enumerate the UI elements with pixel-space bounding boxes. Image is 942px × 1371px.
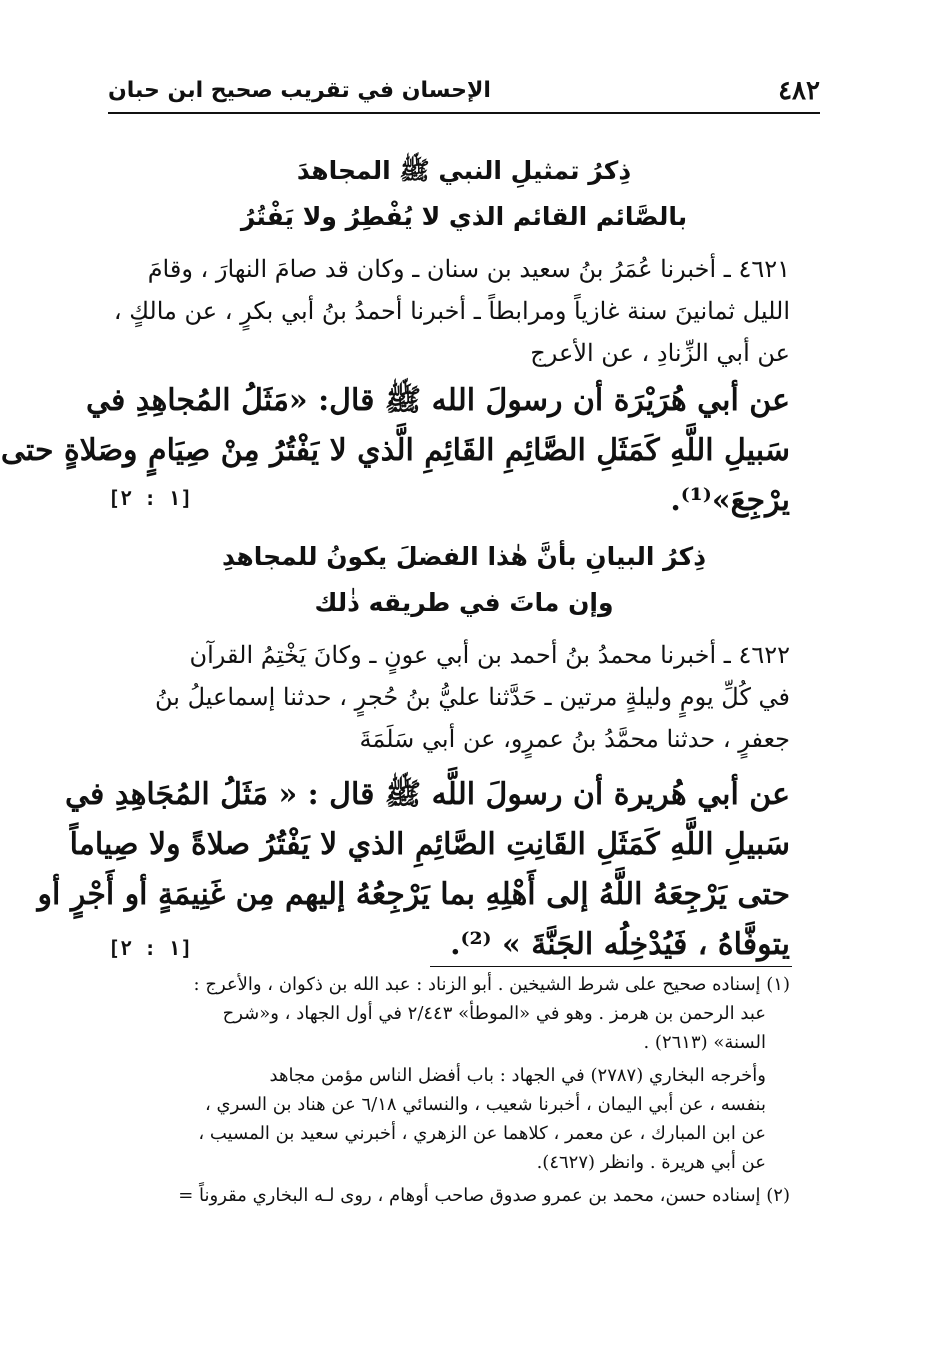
page-number: ٤٨٢ (778, 76, 820, 106)
matn-line: عن أبي هُريرة أن رسولَ اللَّه ﷺ قال : « مَثَلُ المُجَاهِدِ في (65, 777, 790, 812)
isnad-line: ٤٦٢٢ ـ أخبرنا محمدُ بنُ أحمد بن أبي عونٍ ـ وكانَ يَخْتِمُ القرآن (189, 641, 790, 669)
heading-line: ذِكرُ البيانِ بأنَّ هٰذا الفضلَ يكونُ للمجاهدِ (221, 542, 707, 571)
book-title: الإحسان في تقريب صحيح ابن حبان (108, 78, 491, 103)
isnad-line: جعفرٍ ، حدثنا محمَّدُ بنُ عمرٍو، عن أبي سَلَمَةَ (359, 725, 790, 753)
heading-line: ذِكرُ تمثيلِ النبي ﷺ المجاهدَ (296, 156, 632, 185)
matn-line: عن أبي هُرَيْرَة أن رسولَ الله ﷺ قال: «مَثَلُ المُجاهِدِ في (85, 383, 790, 418)
matn-paragraph-4622 (37, 770, 790, 970)
footnote-1-line: عن أبي هريرة . وانظر (٤٦٢٧). (536, 1152, 766, 1173)
footnote-1-line: (١) إسناده صحيح على شرط الشيخين . أبو الزناد : عبد الله بن ذكوان ، والأعرج : (193, 974, 790, 995)
footnote-separator (430, 966, 792, 967)
footnote-1-line: وأخرجه البخاري (٢٧٨٧) في الجهاد : باب أفضل الناس مؤمن مجاهد (269, 1065, 766, 1086)
isnad-line: ٤٦٢١ ـ أخبرنا عُمَرُ بنُ سعيد بن سنان ـ وكان قد صامَ النهارَ ، وقامَ (147, 255, 790, 283)
footnotes (100, 970, 790, 1210)
isnad-line: في كُلِّ يومٍ وليلةٍ مرتين ـ حَدَّثنا عليُّ بنُ حُجرٍ ، حدثنا إسماعيلُ بنُ (155, 683, 790, 711)
footnote-1-line: بنفسه ، عن أبي اليمان ، أخبرنا شعيب ، والنسائي ٦/١٨ عن هناد بن السري ، (204, 1094, 766, 1115)
matn-line: حتى يَرْجِعَهُ اللَّهُ إلى أَهْلِهِ بما يَرْجِعُهُ إليهم مِن غَنِيمَةٍ أو أَجْرٍ أو (37, 877, 790, 912)
matn-line: سَبيلِ اللَّهِ كَمَثَلِ القَانِتِ الصَّائِمِ الذي لا يَفْتُرُ صلاةً ولا صِياماً (69, 827, 790, 862)
isnad-paragraph-4621 (100, 248, 790, 374)
heading-line: بالصَّائم القائم الذي لا يُفْطِرُ ولا يَفْتُرُ (240, 202, 688, 231)
footnote-1-line: السنة» (٢٦١٣) . (643, 1032, 766, 1053)
chapter-heading-1 (108, 148, 820, 240)
hadith-reference-4621: [١ : ٢] (108, 486, 193, 510)
matn-line: يرْجِعَ»⁽¹⁾. (670, 483, 790, 518)
heading-line: وإن ماتَ في طريقه ذٰلك (314, 588, 614, 617)
matn-paragraph-4621 (0, 376, 790, 526)
footnote-1-line: عبد الرحمن بن هرمز . وهو في «الموطأ» ٢/٤٤٣ في أول الجهاد ، و«شرح (222, 1003, 766, 1024)
chapter-heading-2 (108, 534, 820, 626)
isnad-line: الليل ثمانينَ سنة غازياً ومرابطاً ـ أخبرنا أحمدُ بنُ أبي بكرٍ ، عن مالكٍ ، (113, 297, 790, 325)
matn-line: يتوفَّاهُ ، فَيُدْخِلُه الجَنَّةَ » ⁽²⁾. (450, 927, 790, 962)
matn-line: سَبيلِ اللَّهِ كَمَثَلِ الصَّائِمِ القَائِمِ الَّذي لا يَفْتُرُ مِنْ صِيَامٍ وصَلاةٍ حتى (0, 433, 790, 468)
footnote-1-line: عن ابن المبارك ، عن معمر ، كلاهما عن الزهري ، أخبرني سعيد بن المسيب ، (198, 1123, 766, 1144)
footnote-2-line: (٢) إسناده حسن، محمد بن عمرو صدوق صاحب أوهام ، روى لـه البخاري مقروناً = (178, 1185, 790, 1206)
isnad-line: عن أبي الزِّنادِ ، عن الأعرج (530, 339, 790, 367)
running-header (108, 72, 820, 114)
hadith-reference-4622: [١ : ٢] (108, 936, 193, 960)
isnad-paragraph-4622 (100, 634, 790, 760)
